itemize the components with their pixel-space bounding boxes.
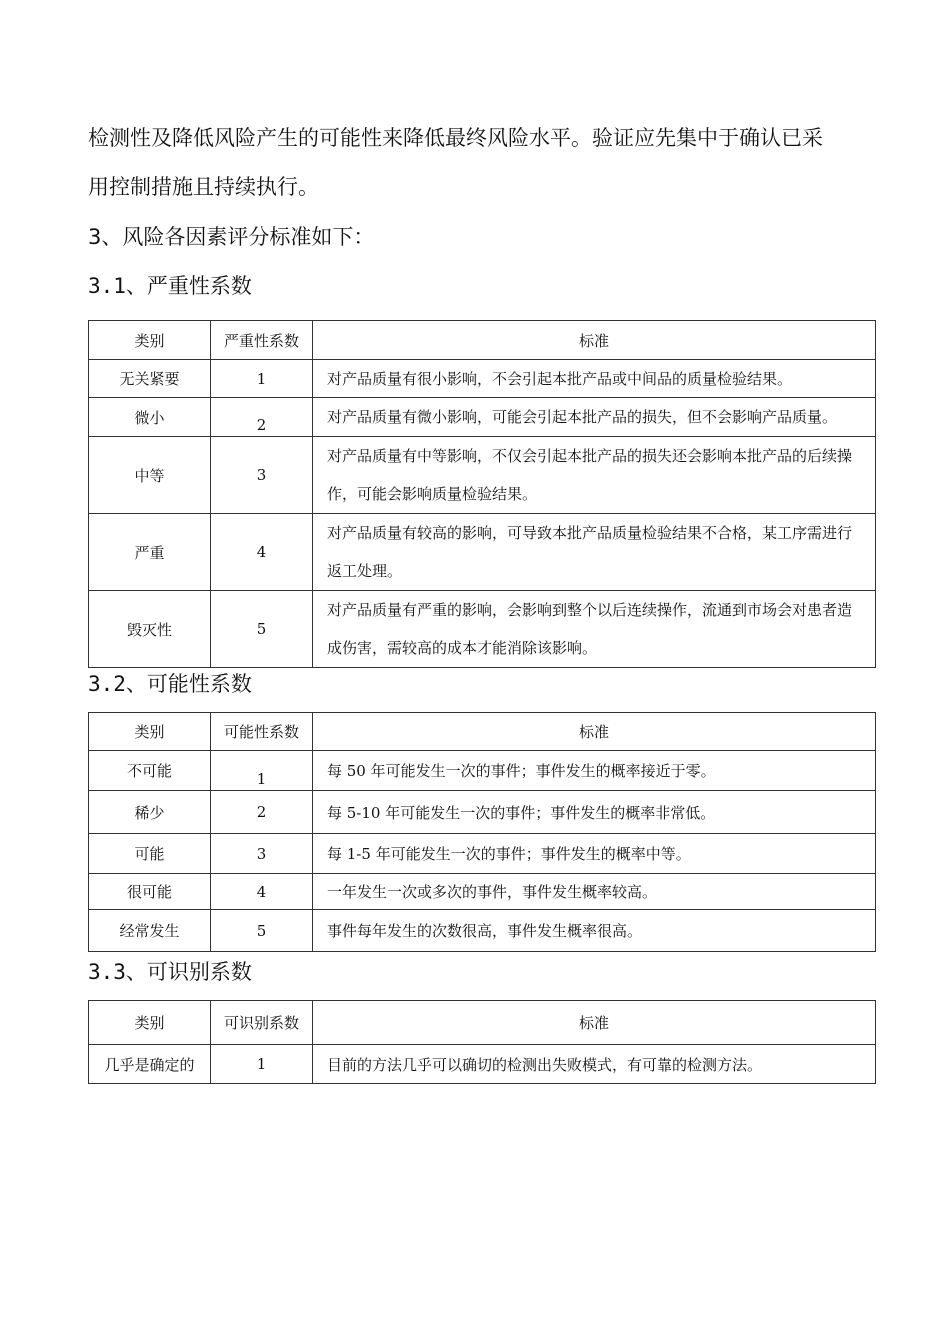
header-standard: 标准 [313, 321, 876, 360]
row-score: 3 [211, 834, 313, 874]
row-standard: 对产品质量有很小影响，不会引起本批产品或中间品的质量检验结果。 [313, 360, 876, 398]
header-standard: 标准 [313, 713, 876, 751]
row-score: 4 [211, 874, 313, 910]
row-category: 无关紧要 [89, 360, 211, 398]
detectability-table [88, 1000, 876, 1084]
table-row [89, 360, 876, 398]
row-category: 严重 [89, 514, 211, 591]
header-score: 可识别系数 [211, 1001, 313, 1045]
severity-table [88, 320, 876, 668]
row-score: 3 [211, 437, 313, 514]
table-row [89, 591, 876, 668]
table-row [89, 834, 876, 874]
row-category: 毁灭性 [89, 591, 211, 668]
row-score: 1 [211, 751, 313, 791]
row-category: 可能 [89, 834, 211, 874]
row-standard: 每 50 年可能发生一次的事件；事件发生的概率接近于零。 [313, 751, 876, 791]
header-standard: 标准 [313, 1001, 876, 1045]
table-row [89, 1045, 876, 1084]
probability-table [88, 712, 876, 952]
row-standard: 目前的方法几乎可以确切的检测出失败模式，有可靠的检测方法。 [313, 1045, 876, 1084]
row-category: 不可能 [89, 751, 211, 791]
row-score: 2 [211, 398, 313, 437]
row-standard: 对产品质量有严重的影响，会影响到整个以后连续操作，流通到市场会对患者造成伤害，需较高的成本才能消除该影响。 [313, 591, 876, 668]
table-row [89, 398, 876, 437]
row-category: 很可能 [89, 874, 211, 910]
row-score: 5 [211, 910, 313, 952]
table-row [89, 751, 876, 791]
section-3-heading: 3、风险各因素评分标准如下： [88, 225, 375, 249]
table-header-row [89, 713, 876, 751]
intro-line-2: 用控制措施且持续执行。 [88, 175, 319, 199]
row-standard: 每 1-5 年可能发生一次的事件；事件发生的概率中等。 [313, 834, 876, 874]
row-category: 经常发生 [89, 910, 211, 952]
table-row [89, 514, 876, 591]
table-row [89, 910, 876, 952]
table-row [89, 437, 876, 514]
header-category: 类别 [89, 1001, 211, 1045]
row-standard: 每 5-10 年可能发生一次的事件；事件发生的概率非常低。 [313, 791, 876, 834]
row-category: 微小 [89, 398, 211, 437]
row-score: 4 [211, 514, 313, 591]
row-standard: 对产品质量有较高的影响，可导致本批产品质量检验结果不合格，某工序需进行返工处理。 [313, 514, 876, 591]
row-standard: 对产品质量有微小影响，可能会引起本批产品的损失，但不会影响产品质量。 [313, 398, 876, 437]
row-score: 5 [211, 591, 313, 668]
row-standard: 对产品质量有中等影响，不仅会引起本批产品的损失还会影响本批产品的后续操作，可能会影响质量检验结果。 [313, 437, 876, 514]
row-standard: 一年发生一次或多次的事件，事件发生概率较高。 [313, 874, 876, 910]
table-row [89, 874, 876, 910]
row-standard: 事件每年发生的次数很高，事件发生概率很高。 [313, 910, 876, 952]
severity-heading: 3.1、严重性系数 [88, 274, 252, 298]
row-category: 几乎是确定的 [89, 1045, 211, 1084]
intro-line-1: 检测性及降低风险产生的可能性来降低最终风险水平。验证应先集中于确认已采 [88, 126, 823, 150]
table-header-row [89, 321, 876, 360]
row-category: 稀少 [89, 791, 211, 834]
row-score: 1 [211, 360, 313, 398]
table-row [89, 791, 876, 834]
row-score: 2 [211, 791, 313, 834]
header-score: 严重性系数 [211, 321, 313, 360]
row-category: 中等 [89, 437, 211, 514]
table-header-row [89, 1001, 876, 1045]
header-category: 类别 [89, 713, 211, 751]
header-score: 可能性系数 [211, 713, 313, 751]
detectability-heading: 3.3、可识别系数 [88, 960, 252, 984]
row-score: 1 [211, 1045, 313, 1084]
header-category: 类别 [89, 321, 211, 360]
probability-heading: 3.2、可能性系数 [88, 672, 252, 696]
